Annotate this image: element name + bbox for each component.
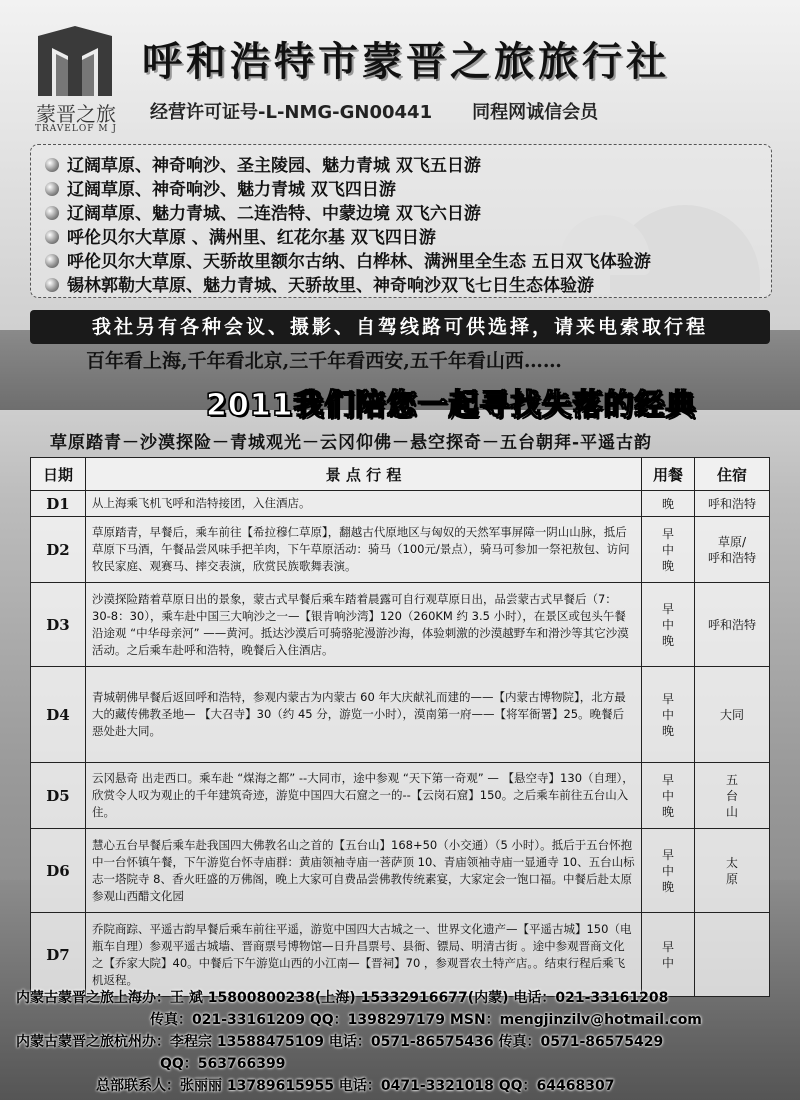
day-cell: D7 [31,913,86,997]
member-badge-text: 同程网诚信会员 [472,102,599,123]
itinerary-cell: 草原踏青，早餐后，乘车前往【希拉穆仁草原】，翻越古代原地区与匈奴的天然军事屏障一阴山山脉，抵后草原下马酒，午餐品尝风味手把羊肉，下午草原活动：骑马（100元/景点），骑马可参加一祭祀敖包、访问牧民家庭、观赛马、摔交表演，欣赏民族歌舞表演。 [86,517,642,583]
itinerary-body [31,491,770,997]
license-number: 经营许可证号-L-NMG-GN00441 [150,102,433,123]
day-cell: D6 [31,829,86,913]
header [0,0,800,140]
itinerary-cell: 青城朝佛早餐后返回呼和浩特，参观内蒙古为内蒙古 60 年大庆献礼而建的——【内蒙古博物院】，北方最大的藏传佛教圣地— 【大召寺】30（约 45 分，游览一小时），漠南第一府——【将军衙署】25。晚餐后惡处赴大同。 [86,667,642,763]
day-cell: D2 [31,517,86,583]
meal-cell: 早 中 [642,913,695,997]
bullet-icon [45,230,59,244]
meal-cell: 早 中 晚 [642,517,695,583]
campaign-title: 2011我们陪您一起寻找失落的经典 [206,388,697,423]
route-item [45,199,481,224]
meal-cell: 晚 [642,491,695,517]
route-list [30,144,772,298]
bullet-icon [45,206,59,220]
meal-cell: 早 中 晚 [642,667,695,763]
route-item [45,175,396,200]
bullet-icon [45,182,59,196]
route-text: 呼伦贝尔大草原 、满州里、红花尔基 双飞四日游 [67,228,436,248]
table-row [31,667,770,763]
route-text: 呼伦贝尔大草原、天骄故里额尔古纳、白桦林、满洲里全生态 五日双飞体验游 [67,252,651,272]
stay-cell: 草原/ 呼和浩特 [695,517,770,583]
route-text: 辽阔草原、神奇响沙、圣主陵园、魅力青城 双飞五日游 [67,156,481,176]
stay-cell: 五 台 山 [695,763,770,829]
header-stay: 住宿 [695,458,770,491]
table-row [31,763,770,829]
table-row [31,491,770,517]
license-line [150,98,598,124]
meal-cell: 早 中 晚 [642,583,695,667]
itinerary-table [30,457,770,997]
logo-chinese-text: 蒙晋之旅 [36,102,116,126]
itinerary-cell: 沙漠探险踏着草原日出的景象，蒙古式早餐后乘车踏着晨露可自行观草原日出，品尝蒙古式早餐后（7：30-8：30），乘车赴中国三大响沙之一—【银肯响沙湾】120（260KM 约 3.5 小时），在景区或包头午餐沿途观 “中华母亲河” ——黄河。抵达沙漠后可骑骆驼漫游沙海，体验刺激的沙漠越野车和滑沙等其它沙漠活动。之后乘车赴呼和浩特，晚餐后入住酒店。 [86,583,642,667]
bullet-icon [45,278,59,292]
day-cell: D4 [31,667,86,763]
contact-shanghai-fax: 传真：021-33161209 QQ：1398297179 MSN：mengjinzilv@hotmail.com [150,1012,702,1028]
bullet-icon [45,158,59,172]
header-itinerary: 景 点 行 程 [86,458,642,491]
day-cell: D1 [31,491,86,517]
meal-cell: 早 中 晚 [642,829,695,913]
route-text: 锡林郭勒大草原、魅力青城、天骄故里、神奇响沙双飞七日生态体验游 [67,276,594,296]
stay-cell: 大同 [695,667,770,763]
logo-mark-icon [38,26,112,96]
itinerary-cell: 云冈悬奇 出走西口。乘车赴 “煤海之都” --大同市，途中参观 “天下第一奇观” — 【悬空寺】130（自理），欣赏令人叹为观止的千年建筑奇迹，游览中国四大石窟之一的--【云岗石窟】150。之后乘车前往五台山入住。 [86,763,642,829]
stay-cell: 呼和浩特 [695,583,770,667]
header-day: 日期 [31,458,86,491]
contact-hangzhou: 内蒙古蒙晋之旅杭州办：李程宗 13588475109 电话：0571-86575436 传真：0571-86575429 [16,1034,664,1050]
itinerary-cell: 慧心五台早餐后乘车赴我国四大佛教名山之首的【五台山】168+50（小交通）（5 小时）。抵后于五台怀抱中一台怀镇午餐，下午游览台怀寺庙群：黄庙领袖寺庙一菩萨顶 10、青庙领袖寺庙一显通寺 10、五台山标志一塔院寺 8、香火旺盛的万佛阁，晚上大家可自费品尝佛教传统素宴，大家定会一饱口福。中餐后赴太原参观山西醋文化园 [86,829,642,913]
itinerary-cell: 乔院商踪、平遥古韵早餐后乘车前往平遥，游览中国四大古城之一、世界文化遗产—【平遥古城】150（电瓶车自理）参观平遥古城墙、晋商票号博物馆—日升昌票号、县衙、镖局、明清古街 。途中参观晋商文化之【乔家大院】40。中餐后下午游览山西的小江南—【晋祠】70 ，参观晋农土特产店。。结束行程后乘飞机返程。 [86,913,642,997]
table-row [31,517,770,583]
contact-shanghai: 内蒙古蒙晋之旅上海办：王 斌 15800800238(上海) 15332916677(内蒙) 电话：021-33161208 [16,990,669,1006]
itinerary-cell: 从上海乘飞机飞呼和浩特接团，入住酒店。 [86,491,642,517]
stay-cell [695,913,770,997]
route-text: 辽阔草原、神奇响沙、魅力青城 双飞四日游 [67,180,396,200]
table-row [31,583,770,667]
stay-cell: 呼和浩特 [695,491,770,517]
route-item [45,151,481,176]
slogan: 百年看上海,千年看北京,三千年看西安,五千年看山西…… [86,350,562,372]
route-item [45,247,651,272]
day-cell: D3 [31,583,86,667]
logo-english-text: TRAVELOF M J [34,124,118,134]
theme-line: 草原踏青－沙漠探险－青城观光－云冈仰佛－悬空探奇－五台朝拜-平遥古韵 [50,433,653,453]
contact-headquarters: 总部联系人：张丽丽 13789615955 电话：0471-3321018 QQ：64468307 [96,1078,615,1094]
table-header-row [31,458,770,491]
meal-cell: 早 中 晚 [642,763,695,829]
table-row [31,829,770,913]
table-row [31,913,770,997]
stay-cell: 太 原 [695,829,770,913]
header-meals: 用餐 [642,458,695,491]
route-item [45,223,436,248]
route-text: 辽阔草原、魅力青城、二连浩特、中蒙边境 双飞六日游 [67,204,481,224]
contact-hangzhou-qq: QQ：563766399 [160,1056,286,1072]
route-item [45,271,594,296]
agency-title: 呼和浩特市蒙晋之旅旅行社 [142,39,670,85]
day-cell: D5 [31,763,86,829]
custom-routes-banner: 我社另有各种会议、摄影、自驾线路可供选择，请来电索取行程 [30,310,770,344]
bullet-icon [45,254,59,268]
logo [22,26,130,138]
